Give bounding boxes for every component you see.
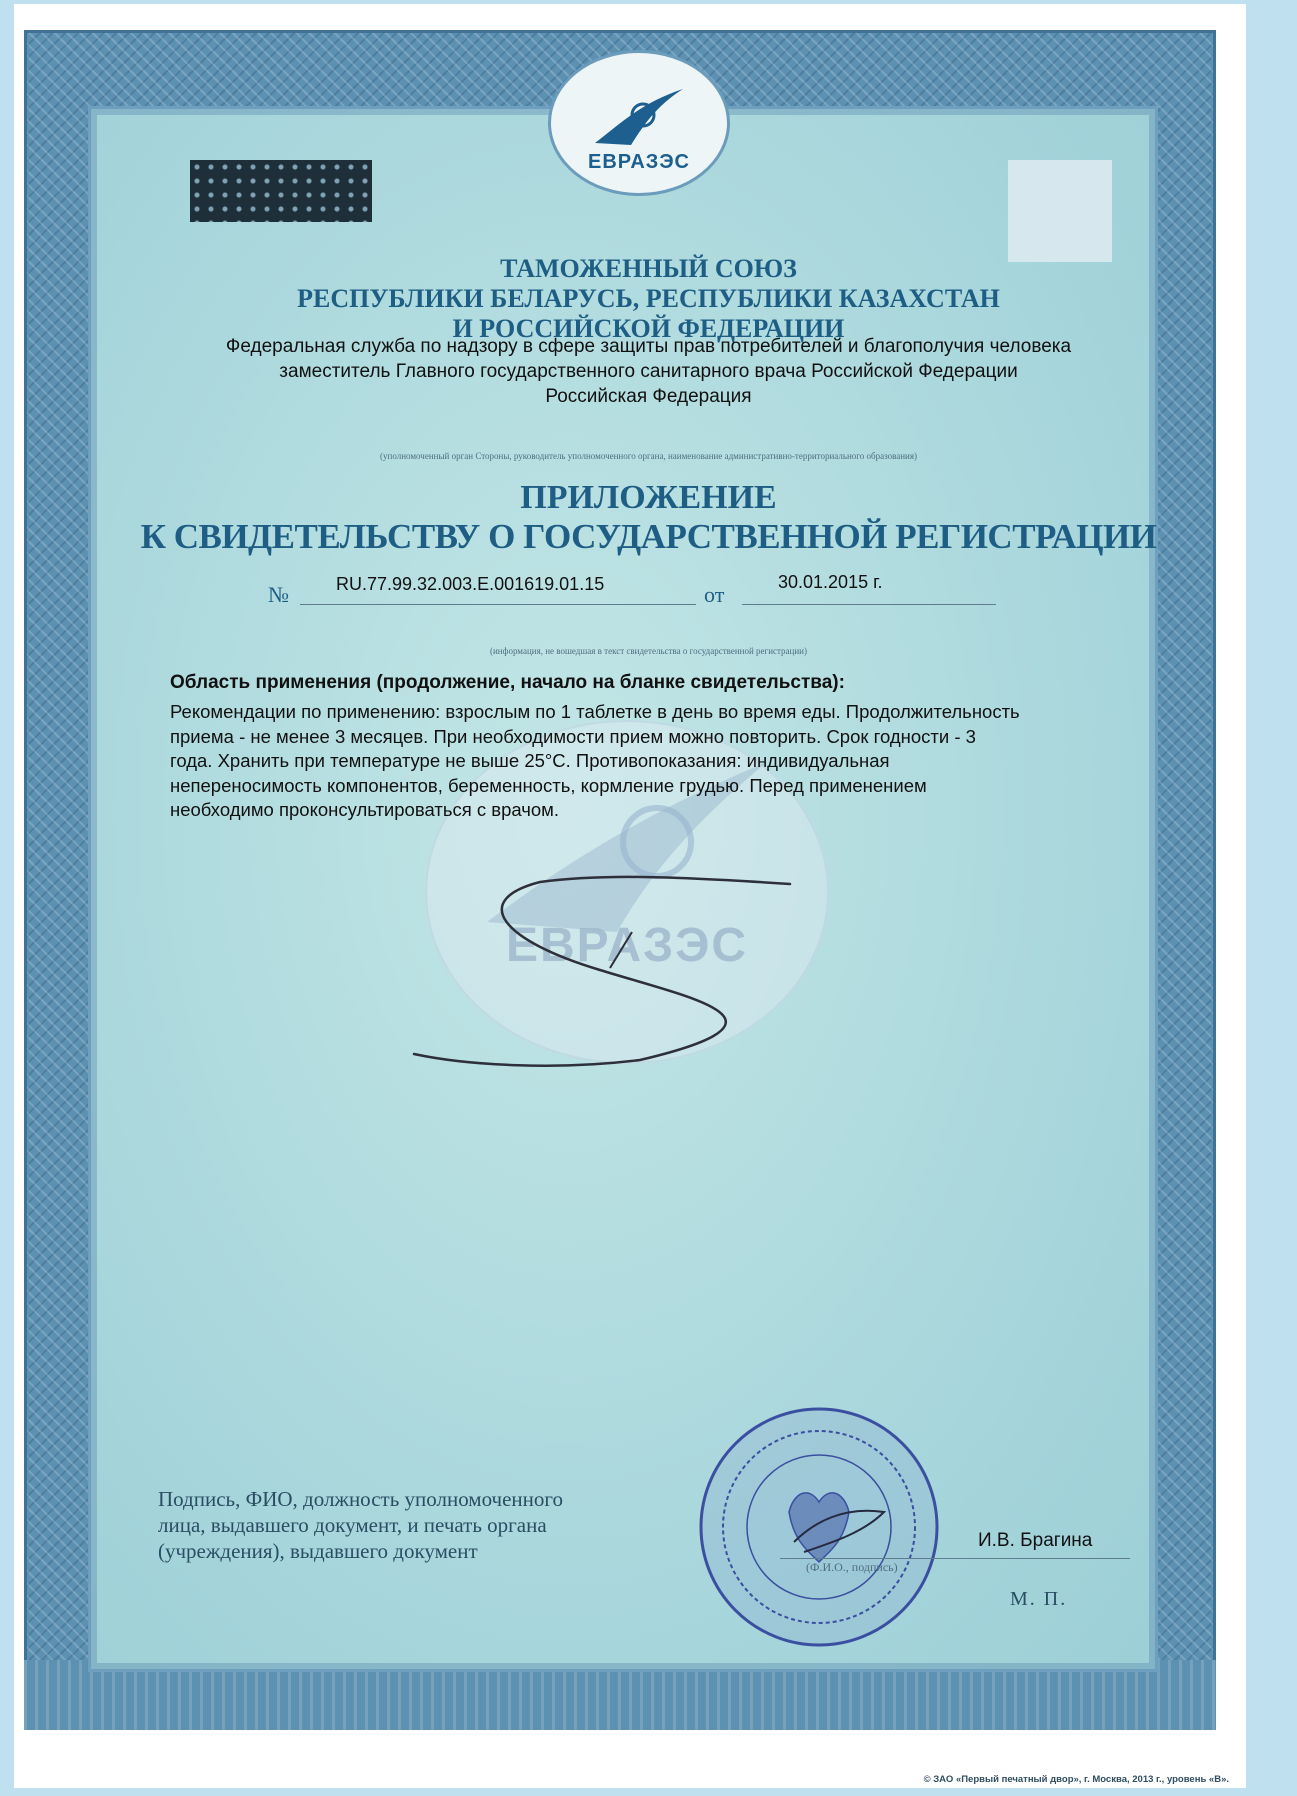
document-title: ПРИЛОЖЕНИЕ — [520, 479, 777, 516]
registration-number: RU.77.99.32.003.E.001619.01.15 — [336, 574, 605, 594]
from-label: от — [704, 582, 725, 607]
info-caption: (информация, не вошедшая в текст свидетельства о государственной регистрации) — [489, 646, 807, 656]
document-subtitle: К СВИДЕТЕЛЬСТВУ О ГОСУДАРСТВЕННОЙ РЕГИСТРАЦИИ — [140, 517, 1157, 556]
hologram-sticker — [1008, 160, 1112, 262]
handwritten-signature — [410, 870, 830, 1070]
scope-line-5: необходимо проконсультироваться с врачом. — [170, 799, 560, 820]
eurasec-logo — [548, 50, 730, 196]
agency-line-2: заместитель Главного государственного санитарного врача Российской Федерации — [279, 361, 1018, 382]
seal-place-label: М. П. — [1010, 1588, 1068, 1610]
signature-note-line-2: лица, выдавшего документ, и печать органа — [158, 1513, 547, 1537]
scope-line-2: приема - не менее 3 месяцев. При необходимости прием можно повторить. Срок годности - 3 — [170, 725, 976, 747]
union-line-2: РЕСПУБЛИКИ БЕЛАРУСЬ, РЕСПУБЛИКИ КАЗАХСТАН — [297, 284, 1000, 313]
official-round-stamp — [694, 1402, 944, 1652]
fio-underline — [780, 1558, 1130, 1559]
fio-caption: (Ф.И.О., подпись) — [806, 1560, 898, 1574]
signature-instructions — [158, 1486, 698, 1564]
number-underline — [300, 604, 696, 605]
scope-line-1: Рекомендации по применению: взрослым по 1 таблетке в день во время еды. Продолжительность — [170, 701, 1020, 722]
number-sign: № — [268, 582, 289, 607]
printer-footer: © ЗАО «Первый печатный двор», г. Москва, 2013 г., уровень «В». — [923, 1774, 1229, 1785]
issuing-agency — [0, 334, 1297, 409]
watermark-label: ЕВРАЗЭС — [505, 919, 749, 972]
scope-line-4: непереносимость компонентов, беременность, кормление грудью. Перед применением — [170, 774, 927, 796]
customs-union-heading — [0, 254, 1297, 344]
agency-line-3: Российская Федерация — [545, 386, 752, 407]
scope-title: Область применения (продолжение, начало на бланке свидетельства): — [170, 672, 845, 693]
agency-line-1: Федеральная служба по надзору в сфере защиты прав потребителей и благополучия человека — [225, 336, 1072, 357]
registration-row — [0, 568, 1297, 608]
agency-caption: (уполномоченный орган Стороны, руководитель уполномоченного органа, наименование административно-территориального образования) — [380, 451, 917, 461]
registration-date: 30.01.2015 г. — [778, 572, 883, 592]
scope-line-3: года. Хранить при температуре не выше 25°С. Противопоказания: индивидуальная — [170, 750, 890, 771]
signature-note-line-1: Подпись, ФИО, должность уполномоченного — [158, 1487, 563, 1511]
union-line-1: ТАМОЖЕННЫЙ СОЮЗ — [500, 254, 797, 283]
security-barcode — [190, 160, 372, 222]
logo-label: ЕВРАЗЭС — [587, 151, 690, 173]
scope-text — [170, 700, 1130, 823]
signature-note-line-3: (учреждения), выдавшего документ — [158, 1539, 478, 1563]
signer-name: И.В. Брагина — [978, 1530, 1093, 1551]
eurasec-emblem-icon — [591, 83, 687, 151]
union-line-3: И РОССИЙСКОЙ ФЕДЕРАЦИИ — [452, 314, 845, 343]
date-underline — [742, 604, 996, 605]
